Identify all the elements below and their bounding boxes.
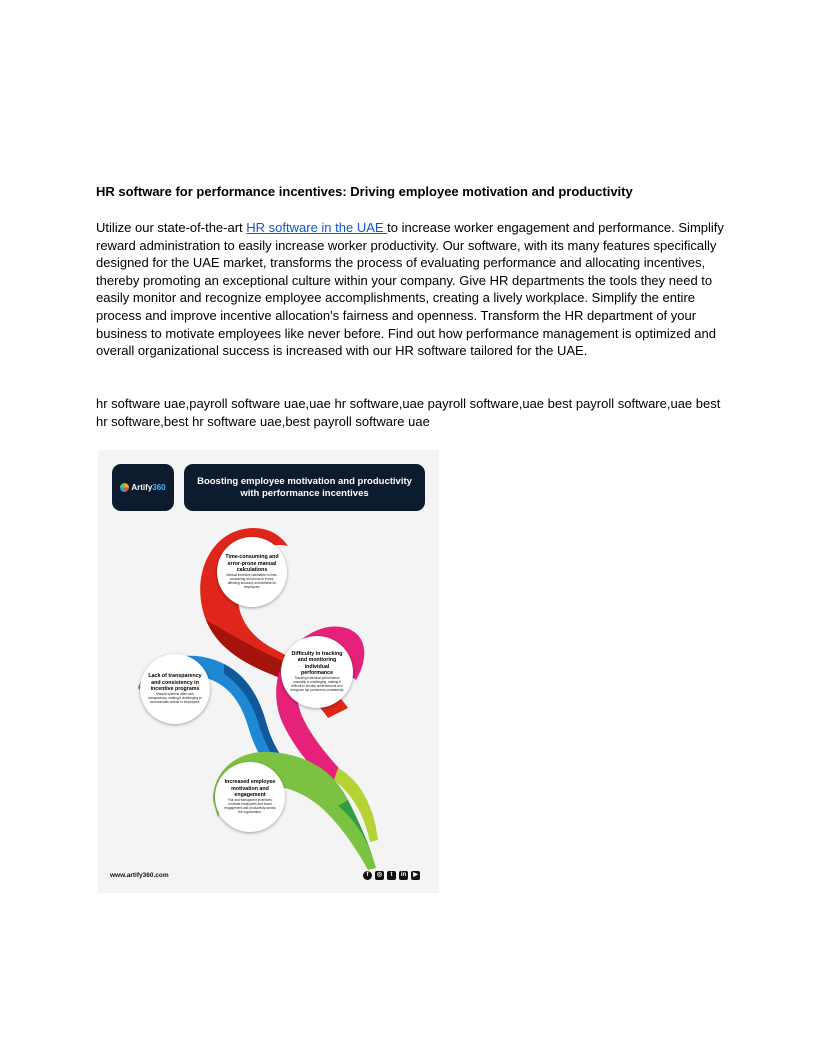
logo-text-prefix: Artify: [131, 483, 153, 492]
info-circle-title: Increased employee motivation and engagement: [224, 779, 276, 798]
info-circle-title: Difficulty in tracking and monitoring individual performance: [291, 651, 343, 676]
info-circle-body: Manual systems often lack transparency, making it challenging to communicate criteria to employees.: [148, 691, 202, 704]
intro-text-end: to increase worker engagement and performance. Simplify reward administration to easily increase worker productivity. Our software, with its many features specifically designed for the UAE market, transforms the process of evaluating performance and allocating incentives, thereby promoting an exceptional culture within your company. Give HR departments the tools they need to easily monitor and recognize employee accomplishments, creating a lively workplace. Simplify the entire process and improve incentive allocation's fairness and openness. Transform the HR department of your business to motivate employees like never before. Find out how performance management is optimized and overall organizational success is increased with our HR software tailored for the UAE.: [96, 220, 724, 359]
document-title: HR software for performance incentives: Driving employee motivation and productivity: [96, 184, 633, 199]
linkedin-icon: in: [400, 872, 407, 878]
infographic-header: Boosting employee motivation and productivity with performance incentives: [184, 464, 425, 511]
twitter-icon: t: [387, 871, 396, 880]
info-circle-transparency: [140, 654, 210, 724]
intro-text-start: Utilize our state-of-the-art: [96, 220, 247, 235]
info-circle-body: Tracking individual performance manually is challenging, making it difficult to identify achievements and recognize top performers consistently.: [290, 676, 344, 692]
facebook-icon: f: [363, 871, 372, 880]
social-icons: [363, 871, 420, 880]
instagram-icon: ◎: [376, 872, 383, 878]
infographic-image: [98, 450, 439, 893]
info-circle-motivation: [215, 762, 285, 832]
website-url: www.artify360.com: [110, 872, 169, 879]
intro-paragraph: [96, 219, 728, 360]
logo-text-suffix: 360: [152, 483, 166, 492]
info-circle-body: Fair and transparent incentives motivate employees and boost engagement and productivity across the organization.: [224, 797, 276, 814]
info-circle-body: Manual incentive calculation is time-consuming and prone to errors, affecting accuracy and fairness for employees.: [226, 572, 278, 589]
info-circle-title: Time-consuming and error-prone manual calculations: [225, 554, 279, 573]
keywords-paragraph: hr software uae,payroll software uae,uae hr software,uae payroll software,uae best payroll software,uae best hr software,best hr software uae,best payroll software uae: [96, 396, 721, 429]
info-circle-tracking-performance: [281, 636, 353, 708]
info-circle-manual-calculations: [217, 537, 287, 607]
info-circle-title: Lack of transparency and consistency in incentive programs: [148, 673, 202, 692]
hr-software-uae-link[interactable]: HR software in the UAE: [246, 220, 388, 235]
youtube-icon: ▶: [411, 871, 420, 880]
